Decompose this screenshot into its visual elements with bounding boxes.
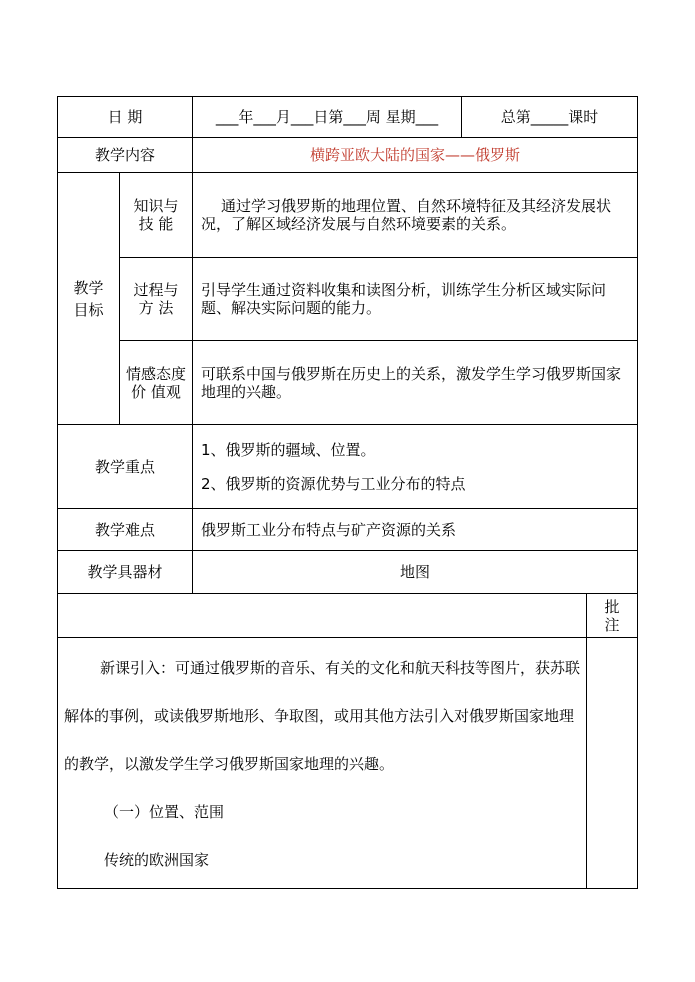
memo-header-row xyxy=(58,594,638,638)
sub-label-line1: 过程与 xyxy=(133,281,179,299)
lesson-body xyxy=(58,638,587,889)
key-points-row xyxy=(58,425,638,509)
objective-row-knowledge xyxy=(58,173,638,258)
key-point-item: 1、俄罗斯的疆域、位置。 xyxy=(201,440,376,459)
difficulty-text: 俄罗斯工业分布特点与矿产资源的关系 xyxy=(193,509,638,551)
memo-line1: 批 xyxy=(604,597,620,616)
key-points-label: 教学重点 xyxy=(58,425,193,509)
key-points-cell xyxy=(193,425,638,509)
content-label: 教学内容 xyxy=(58,138,193,173)
difficulty-row xyxy=(58,509,638,551)
content-row xyxy=(58,138,638,173)
memo-line2: 注 xyxy=(604,615,620,634)
objective-text-knowledge: 通过学习俄罗斯的地理位置、自然环境特征及其经济发展状况，了解区域经济发展与自然环境要素的关系。 xyxy=(193,173,638,258)
blank-header-cell xyxy=(58,594,587,638)
sub-label-line2: 方 法 xyxy=(138,299,174,317)
sub-label-line1: 知识与 xyxy=(133,197,179,215)
sub-label-line1: 情感态度 xyxy=(125,364,186,383)
objective-row-attitude xyxy=(58,341,638,425)
objective-text-attitude: 可联系中国与俄罗斯在历史上的关系，激发学生学习俄罗斯国家地理的兴趣。 xyxy=(193,341,638,425)
equipment-value: 地图 xyxy=(193,551,638,594)
memo-cell xyxy=(587,638,638,889)
lesson-note: 传统的欧洲国家 xyxy=(104,851,210,869)
lesson-count: 总第_____课时 xyxy=(462,97,638,138)
date-row xyxy=(58,97,638,138)
lesson-plan-table xyxy=(57,96,638,889)
objective-sub-attitude xyxy=(120,341,193,425)
memo-header xyxy=(587,594,638,638)
objectives-label-text: 教学目标 xyxy=(73,278,104,319)
date-blank: ___年___月___日第___周 星期___ xyxy=(193,97,462,138)
equipment-row xyxy=(58,551,638,594)
difficulty-label: 教学难点 xyxy=(58,509,193,551)
objective-text-process: 引导学生通过资料收集和读图分析，训练学生分析区域实际问题、解决实际问题的能力。 xyxy=(193,258,638,341)
sub-label-line2: 技 能 xyxy=(138,215,174,233)
objective-sub-knowledge xyxy=(120,173,193,258)
objective-row-process xyxy=(58,258,638,341)
equipment-label: 教学具器材 xyxy=(58,551,193,594)
lesson-section-heading: （一）位置、范围 xyxy=(104,803,225,821)
sub-label-line2: 价 值观 xyxy=(131,382,181,401)
lesson-intro: 新课引入：可通过俄罗斯的音乐、有关的文化和航天科技等图片，获苏联解体的事例，或读俄罗斯地形、争取图，或用其他方法引入对俄罗斯国家地理的教学，以激发学生学习俄罗斯国家地理的兴趣。 xyxy=(64,659,581,773)
lesson-title: 横跨亚欧大陆的国家——俄罗斯 xyxy=(193,138,638,173)
key-point-item: 2、俄罗斯的资源优势与工业分布的特点 xyxy=(201,474,466,493)
date-label: 日 期 xyxy=(58,97,193,138)
lesson-body-row xyxy=(58,638,638,889)
objective-sub-process xyxy=(120,258,193,341)
objectives-label xyxy=(58,173,120,425)
